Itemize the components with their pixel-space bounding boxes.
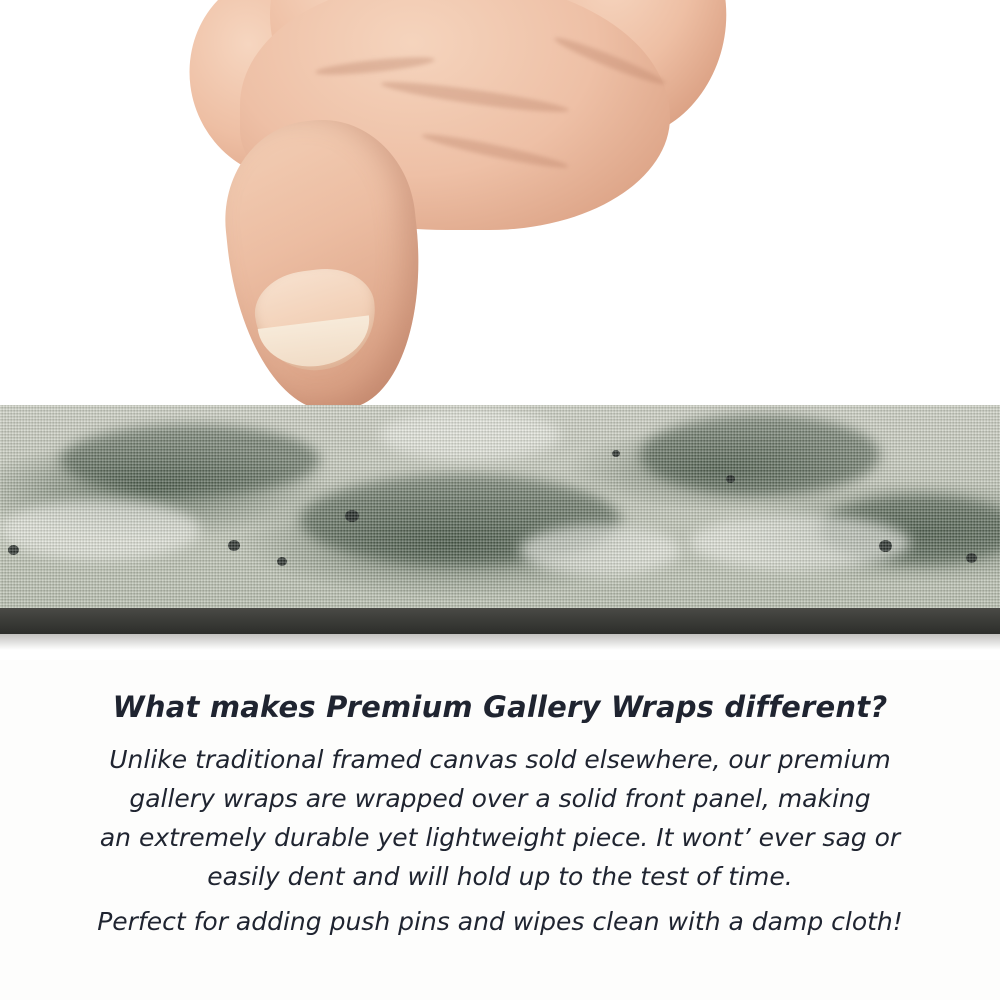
caption-block bbox=[0, 690, 1000, 941]
caption-closing-line: Perfect for adding push pins and wipes clean with a damp cloth! bbox=[97, 907, 903, 936]
caption-line-4: easily dent and will hold up to the test of time. bbox=[207, 862, 793, 891]
canvas-texture-patch bbox=[640, 415, 880, 495]
caption-line-1: Unlike traditional framed canvas sold elsewhere, our premium bbox=[109, 745, 891, 774]
canvas-speck bbox=[277, 557, 287, 566]
canvas-drop-shadow bbox=[0, 634, 1000, 650]
caption-line-2: gallery wraps are wrapped over a solid front panel, making bbox=[129, 784, 871, 813]
canvas-highlight-patch bbox=[690, 515, 910, 570]
canvas-texture-patch bbox=[300, 475, 620, 565]
canvas-speck bbox=[966, 553, 977, 563]
canvas-bottom-edge bbox=[0, 608, 1000, 634]
canvas-highlight-patch bbox=[520, 525, 680, 575]
canvas-texture-patch bbox=[60, 425, 320, 495]
caption-line-3: an extremely durable yet lightweight piece. It wont’ ever sag or bbox=[99, 823, 901, 852]
canvas-highlight-patch bbox=[0, 500, 200, 560]
canvas-highlight-patch bbox=[380, 410, 560, 460]
canvas-texture-patch bbox=[820, 495, 1000, 565]
canvas-speck bbox=[879, 540, 892, 552]
canvas-speck bbox=[726, 475, 735, 483]
caption-title: What makes Premium Gallery Wraps different? bbox=[112, 690, 888, 724]
canvas-speck bbox=[612, 450, 620, 457]
canvas-wrap-edge bbox=[0, 405, 1000, 617]
hand-illustration bbox=[120, 0, 720, 440]
canvas-speck bbox=[228, 540, 240, 551]
canvas-speck bbox=[8, 545, 19, 555]
canvas-speck bbox=[345, 510, 359, 522]
